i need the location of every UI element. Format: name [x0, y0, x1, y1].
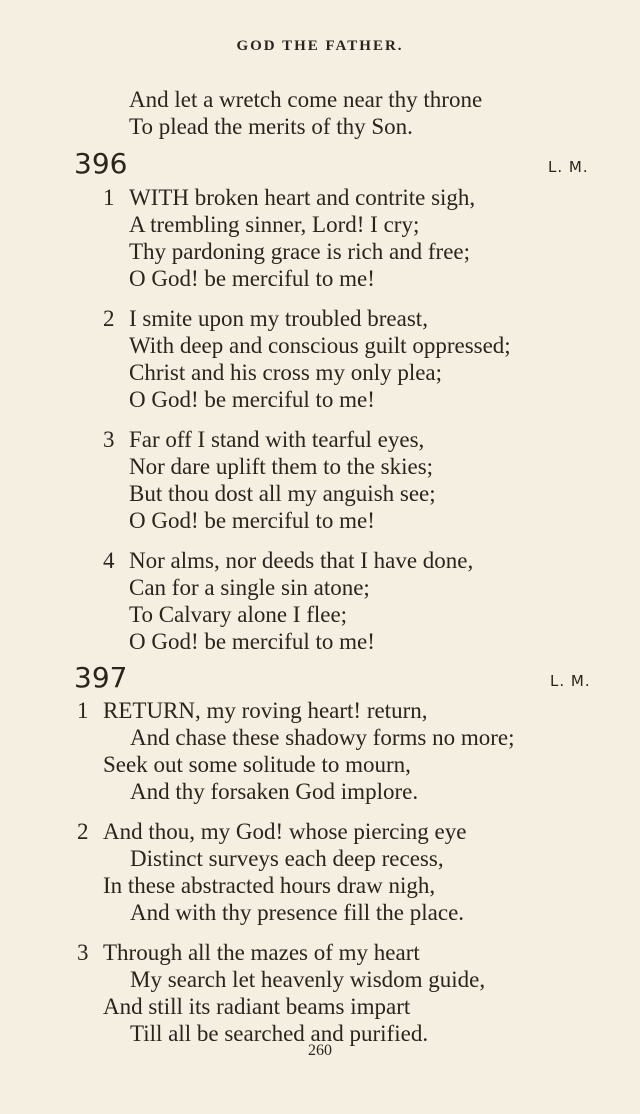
verse-line: Far off I stand with tearful eyes,	[129, 427, 425, 452]
verse-line: And chase these shadowy forms no more;	[130, 725, 515, 750]
continuation-line: To plead the merits of thy Son.	[129, 114, 413, 139]
verse-line: And thy forsaken God implore.	[130, 779, 419, 804]
verse-line: A trembling sinner, Lord! I cry;	[129, 212, 420, 237]
verse-line: I smite upon my troubled breast,	[129, 306, 428, 331]
verse-line: My search let heavenly wisdom guide,	[130, 967, 486, 992]
verse-line: Till all be searched and purified.	[130, 1021, 429, 1046]
hymn-meter: L. M.	[548, 158, 589, 176]
verse-line: Nor alms, nor deeds that I have done,	[129, 548, 474, 573]
verse-line: To Calvary alone I flee;	[129, 602, 348, 627]
verse-line: With deep and conscious guilt oppressed;	[129, 333, 511, 358]
verse-line: Distinct surveys each deep recess,	[130, 846, 444, 871]
verse-line: And thou, my God! whose piercing eye	[103, 819, 467, 844]
verse-line: WITH broken heart and contrite sigh,	[129, 185, 476, 210]
verse-line: Through all the mazes of my heart	[103, 940, 420, 965]
continuation-line: And let a wretch come near thy throne	[129, 87, 483, 112]
hymn-number: 396	[74, 147, 128, 180]
verse-number: 2	[77, 819, 89, 844]
verse-line: Nor dare uplift them to the skies;	[129, 454, 434, 479]
verse-line: RETURN, my roving heart! return,	[103, 698, 428, 723]
verse-line: Christ and his cross my only plea;	[129, 360, 443, 385]
verse-line: And with thy presence fill the place.	[130, 900, 465, 925]
verse-line: In these abstracted hours draw nigh,	[103, 873, 436, 898]
verse-line: O God! be merciful to me!	[129, 266, 375, 291]
verse-number: 4	[103, 548, 115, 573]
verse-line: But thou dost all my anguish see;	[129, 481, 436, 506]
verse-line: Thy pardoning grace is rich and free;	[129, 239, 471, 264]
verse-number: 3	[77, 940, 89, 965]
verse-line: O God! be merciful to me!	[129, 387, 375, 412]
verse-line: And still its radiant beams impart	[103, 994, 411, 1019]
running-head: GOD THE FATHER.	[236, 38, 404, 54]
hymn-meter: L. M.	[550, 672, 591, 690]
hymn-number: 397	[74, 661, 128, 694]
verse-line: O God! be merciful to me!	[129, 508, 375, 533]
verse-line: Seek out some solitude to mourn,	[103, 752, 411, 777]
verse-number: 1	[103, 185, 115, 210]
verse-number: 1	[77, 698, 89, 723]
verse-line: O God! be merciful to me!	[129, 629, 375, 654]
verse-line: Can for a single sin atone;	[129, 575, 370, 600]
verse-number: 3	[103, 427, 115, 452]
verse-number: 2	[103, 306, 115, 331]
page-number: 260	[308, 1042, 332, 1059]
